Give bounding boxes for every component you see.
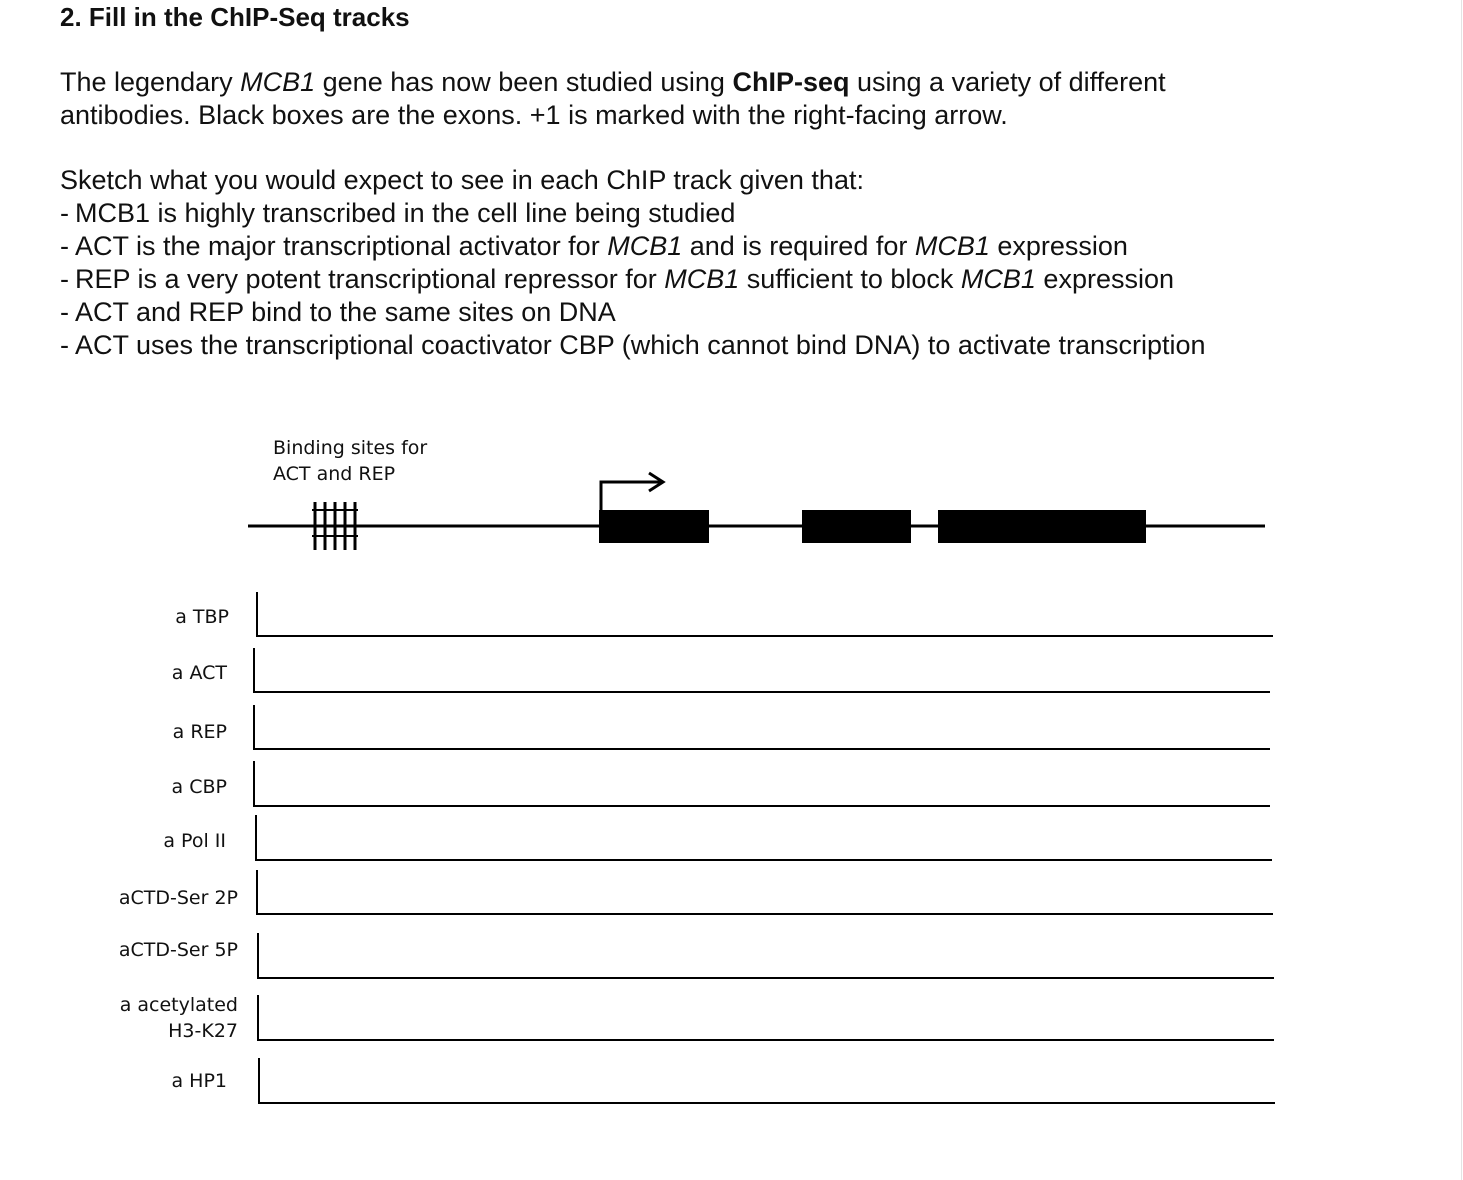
tss-arrow-icon [601, 473, 663, 511]
track-axis [254, 705, 1270, 749]
condition-item: - ACT is the major transcriptional activator for MCB1 and is required for MCB1 expression [60, 231, 1128, 261]
track-axis [257, 592, 1273, 636]
conditions-list [60, 197, 1206, 362]
track-axis [257, 870, 1273, 914]
track-axis [254, 648, 1270, 692]
intro-paragraph [60, 66, 1166, 131]
track-axis [258, 933, 1274, 978]
exon-2 [802, 510, 911, 543]
page-edge [1461, 0, 1462, 1180]
track-label-hp1: a HP1 [171, 1070, 227, 1092]
sketch-prompt: Sketch what you would expect to see in each ChIP track given that: [60, 165, 864, 195]
track-label-acetylated: a acetylated [119, 994, 238, 1016]
question-heading: 2. Fill in the ChIP-Seq tracks [60, 2, 410, 32]
exon-1 [599, 510, 709, 543]
binding-sites-label-line-2: ACT and REP [273, 463, 396, 485]
binding-sites-label-line-1: Binding sites for [273, 437, 428, 459]
track-label-ctd-ser2p: aCTD-Ser 2P [118, 887, 238, 909]
track-label-rep: a REP [172, 721, 227, 743]
track-axis [256, 815, 1272, 860]
exon-3 [938, 510, 1146, 543]
condition-item: - MCB1 is highly transcribed in the cell line being studied [60, 198, 736, 228]
track-label-pol-ii: a Pol II [163, 830, 226, 852]
track-axis [258, 995, 1274, 1040]
track-label-h3k27: H3-K27 [168, 1020, 238, 1042]
condition-item: - ACT uses the transcriptional coactivator CBP (which cannot bind DNA) to activate transcription [60, 330, 1206, 360]
condition-item: - ACT and REP bind to the same sites on DNA [60, 297, 616, 327]
track-label-cbp: a CBP [171, 776, 227, 798]
track-axis [259, 1058, 1275, 1103]
track-label-ctd-ser5p: aCTD-Ser 5P [118, 939, 238, 961]
binding-site-ticks [312, 502, 358, 550]
intro-line-2: antibodies. Black boxes are the exons. +1 is marked with the right-facing arrow. [60, 99, 1008, 130]
intro-line-1: The legendary MCB1 gene has now been studied using ChIP-seq using a variety of different [60, 67, 1166, 97]
track-label-tbp: a TBP [175, 606, 229, 628]
track-axis [254, 761, 1270, 806]
track-label-act: a ACT [171, 662, 227, 684]
condition-item: - REP is a very potent transcriptional repressor for MCB1 sufficient to block MCB1 expression [60, 264, 1174, 294]
